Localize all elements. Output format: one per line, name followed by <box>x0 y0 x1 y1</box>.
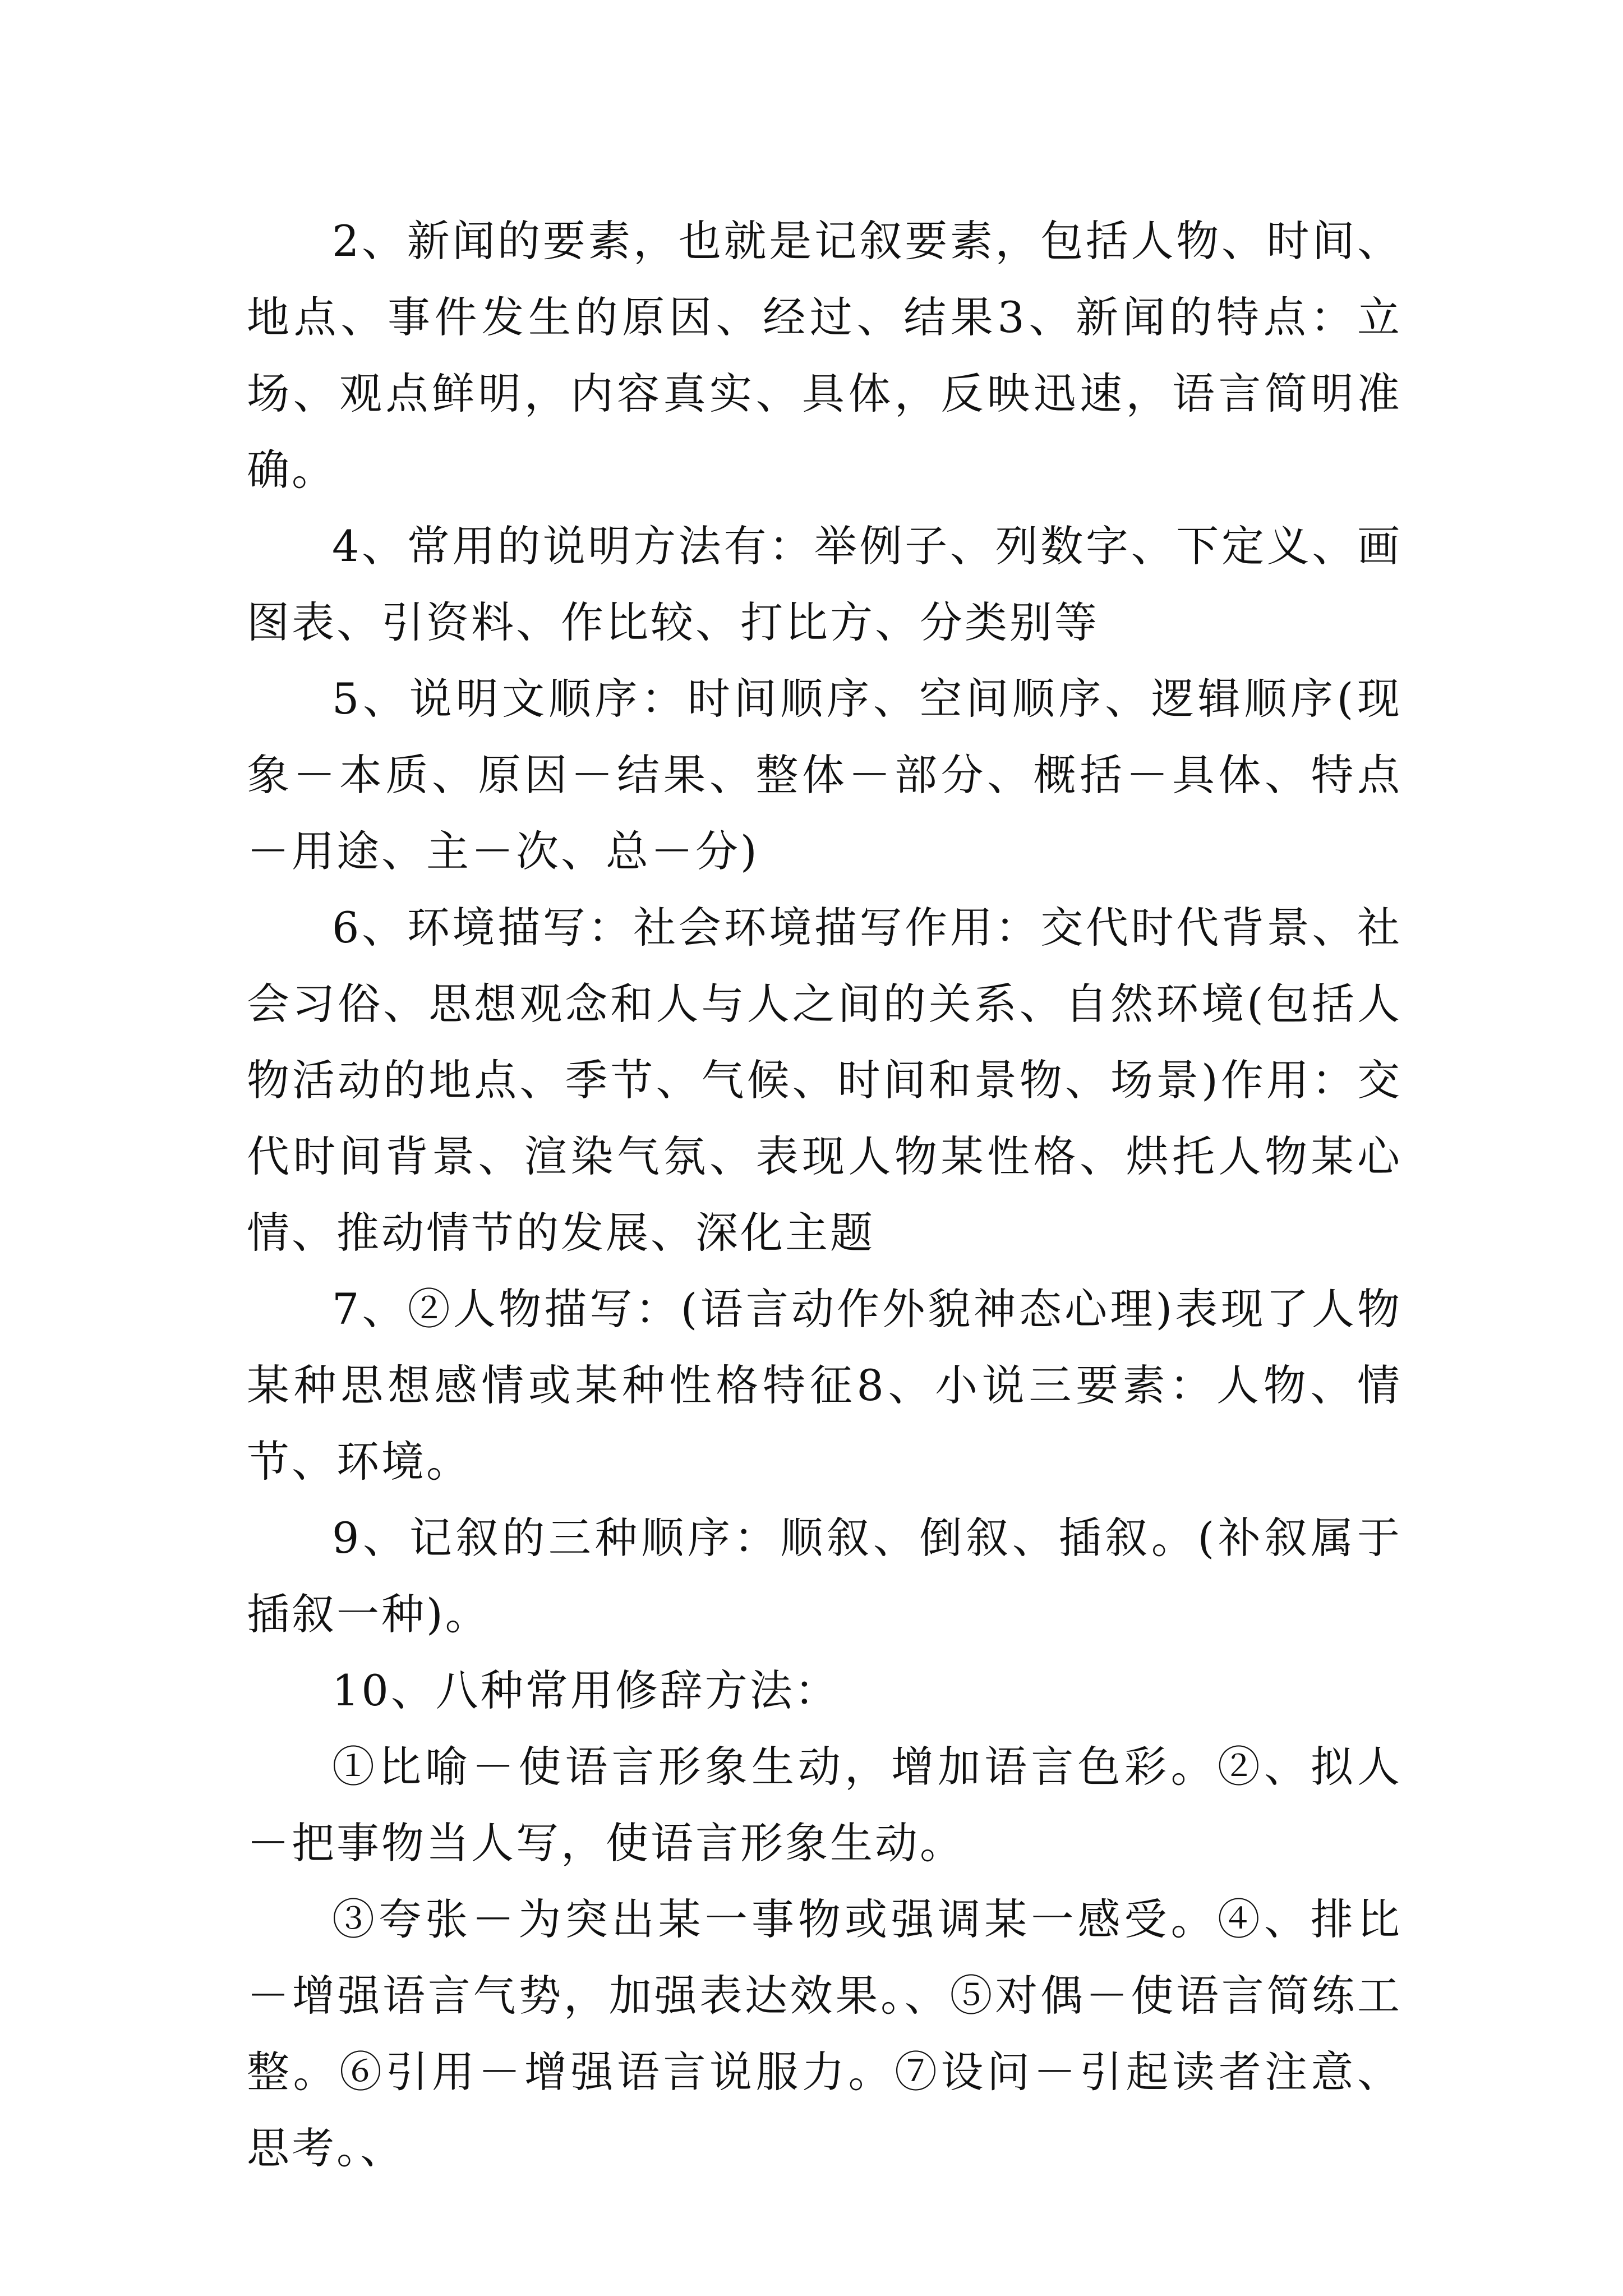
paragraph-rhetoric-heading: 10、八种常用修辞方法： <box>332 1665 840 1715</box>
paragraph-rhetoric-1: ①比喻－使语言形象生动，增加语言色彩。②、拟人－把事物当人写，使语言形象生动。 <box>247 1742 1402 1868</box>
paragraph-news-elements: 2、新闻的要素，也就是记叙要素，包括人物、时间、地点、事件发生的原因、经过、结果3、新闻的特点：立场、观点鲜明，内容真实、具体，反映迅速，语言简明准确。 <box>247 216 1402 495</box>
document-body <box>247 203 1402 2187</box>
paragraph-environment-description: 6、环境描写：社会环境描写作用：交代时代背景、社会习俗、思想观念和人与人之间的关系、自然环境(包括人物活动的地点、季节、气候、时间和景物、场景)作用：交代时间背景、渲染气氛、表现人物某性格、烘托人物某心情、推动情节的发展、深化主题 <box>247 903 1402 1258</box>
paragraph-narrative-order: 9、记叙的三种顺序：顺叙、倒叙、插叙。(补叙属于插叙一种)。 <box>247 1513 1402 1639</box>
paragraph-explanation-methods: 4、常用的说明方法有：举例子、列数字、下定义、画图表、引资料、作比较、打比方、分类别等 <box>247 521 1402 647</box>
paragraph-rhetoric-2: ③夸张－为突出某一事物或强调某一感受。④、排比－增强语言气势，加强表达效果。、⑤对偶－使语言简练工整。⑥引用－增强语言说服力。⑦设问－引起读者注意、思考。、 <box>247 1894 1402 2173</box>
paragraph-expository-order: 5、说明文顺序：时间顺序、空间顺序、逻辑顺序(现象－本质、原因－结果、整体－部分、概括－具体、特点－用途、主－次、总－分) <box>247 674 1402 876</box>
paragraph-character-description: 7、②人物描写：(语言动作外貌神态心理)表现了人物某种思想感情或某种性格特征8、小说三要素：人物、情节、环境。 <box>247 1284 1402 1487</box>
